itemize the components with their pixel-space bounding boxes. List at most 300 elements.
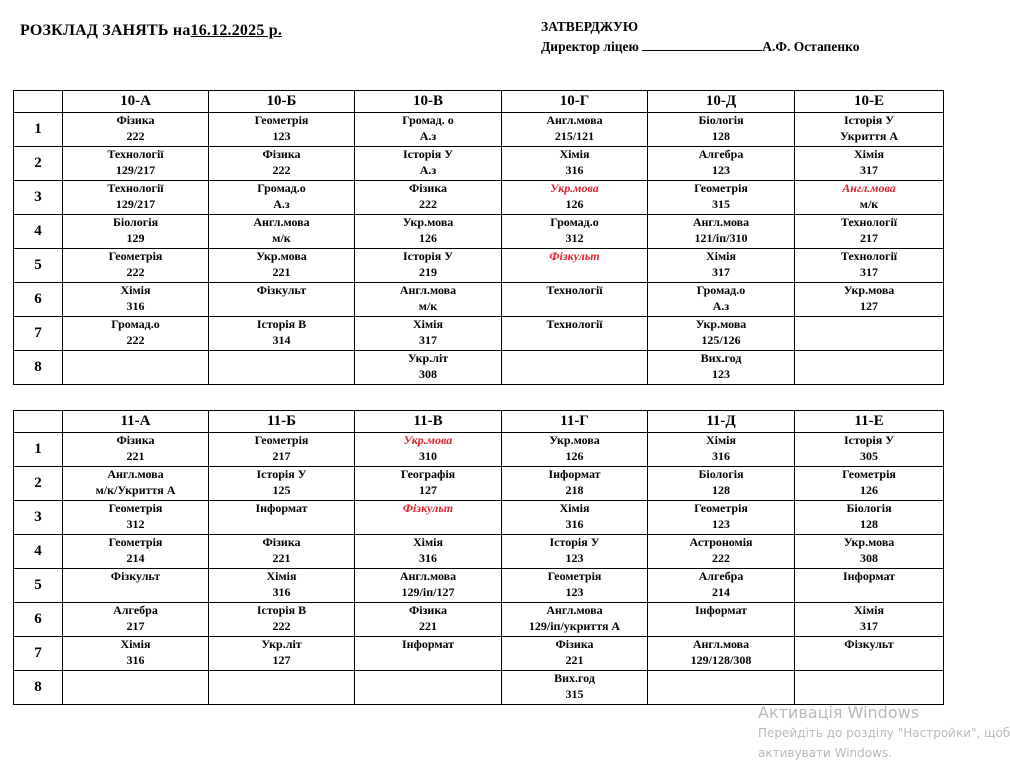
subject-name: Громад. о xyxy=(402,113,454,127)
room-number: 316 xyxy=(126,298,145,313)
room-number: 222 xyxy=(419,196,437,211)
lesson-cell xyxy=(795,147,944,181)
subject-name: Алгебра xyxy=(113,603,158,617)
subject-name: Фізкульт xyxy=(549,249,600,263)
lesson-cell xyxy=(355,535,502,569)
lesson-cell xyxy=(502,433,648,467)
subject-name: Фізкульт xyxy=(402,501,454,515)
lesson-cell xyxy=(63,317,209,351)
subject-name: Англ.мова xyxy=(253,215,310,229)
lesson-number: 8 xyxy=(14,671,63,705)
lesson-cell xyxy=(795,569,944,603)
subject-name: Англ.мова xyxy=(546,113,603,127)
lesson-cell xyxy=(355,283,502,317)
subject-name: Геометрія xyxy=(108,535,163,549)
room-number: 217 xyxy=(860,230,878,245)
lesson-cell xyxy=(648,249,795,283)
subject-name: Хімія xyxy=(854,603,884,617)
room-number: 316 xyxy=(126,652,145,667)
lesson-cell xyxy=(795,501,944,535)
room-number: 219 xyxy=(419,264,437,279)
room-number: 221 xyxy=(419,618,437,633)
schedule-table-10 xyxy=(13,90,944,385)
lesson-cell xyxy=(355,603,502,637)
lesson-cell xyxy=(795,535,944,569)
subject-name: Фізика xyxy=(116,113,155,127)
room-number: 316 xyxy=(419,550,437,565)
lesson-cell xyxy=(795,317,944,351)
lesson-cell xyxy=(795,181,944,215)
lesson-row xyxy=(14,351,944,385)
subject-name: Англ.мова xyxy=(842,181,896,195)
lesson-cell xyxy=(502,671,648,705)
class-header: 11-Г xyxy=(502,411,648,433)
lesson-cell xyxy=(502,603,648,637)
lesson-cell xyxy=(795,351,944,385)
room-number: 305 xyxy=(860,448,878,463)
subject-name: Фізика xyxy=(262,147,301,161)
room-number: 316 xyxy=(712,448,730,463)
lesson-cell xyxy=(355,249,502,283)
class-header: 11-Д xyxy=(648,411,795,433)
room-number: 127 xyxy=(272,652,291,667)
schedule-date: 16.12.2025 р. xyxy=(190,22,283,39)
lesson-number: 2 xyxy=(14,467,63,501)
subject-name: Фізика xyxy=(408,181,448,195)
room-number: 221 xyxy=(565,652,584,667)
subject-name: Англ.мова xyxy=(399,569,457,583)
class-header: 10-А xyxy=(63,91,209,113)
room-number: 218 xyxy=(565,482,584,497)
lesson-cell xyxy=(355,351,502,385)
lesson-cell xyxy=(502,535,648,569)
subject-name: Астрономія xyxy=(689,535,753,549)
room-number: 222 xyxy=(272,618,291,633)
lesson-cell xyxy=(209,317,355,351)
class-header: 10-Е xyxy=(795,91,944,113)
lesson-cell xyxy=(795,467,944,501)
lesson-number: 4 xyxy=(14,215,63,249)
room-number: 126 xyxy=(565,196,584,211)
room-number: 315 xyxy=(565,686,584,701)
subject-name: Вих.год xyxy=(554,671,595,685)
lesson-cell xyxy=(63,433,209,467)
subject-name: Історія У xyxy=(843,113,895,127)
room-number: 317 xyxy=(712,264,730,279)
subject-name: Інформат xyxy=(401,637,455,651)
class-header: 11-Б xyxy=(209,411,355,433)
lesson-cell xyxy=(355,671,502,705)
lesson-cell xyxy=(648,467,795,501)
lesson-cell xyxy=(648,317,795,351)
room-number: 123 xyxy=(712,516,730,531)
lesson-cell xyxy=(648,671,795,705)
room-number: 129/128/308 xyxy=(690,652,752,667)
lesson-cell xyxy=(502,467,648,501)
schedule-title xyxy=(20,22,282,40)
room-number: 126 xyxy=(419,230,437,245)
subject-name: Алгебра xyxy=(698,147,744,161)
room-number: 123 xyxy=(712,366,730,381)
subject-name: Фізкульт xyxy=(110,569,161,583)
room-number: 222 xyxy=(126,332,145,347)
subject-name: Англ.мова xyxy=(692,637,750,651)
lesson-cell xyxy=(209,467,355,501)
lesson-cell xyxy=(355,215,502,249)
subject-name: Історія У xyxy=(402,147,454,161)
room-number: 129/іп/127 xyxy=(401,584,455,599)
class-header: 10-В xyxy=(355,91,502,113)
subject-name: Укр.мова xyxy=(843,535,895,549)
lesson-row xyxy=(14,535,944,569)
lesson-cell xyxy=(648,215,795,249)
lesson-cell xyxy=(63,147,209,181)
room-number: А.з xyxy=(419,162,437,177)
lesson-cell xyxy=(209,671,355,705)
lesson-row xyxy=(14,249,944,283)
class-header: 11-А xyxy=(63,411,209,433)
lesson-cell xyxy=(795,603,944,637)
room-number: 215/121 xyxy=(554,128,595,143)
subject-name: Укр.літ xyxy=(261,637,302,651)
room-number: А.з xyxy=(273,196,290,211)
subject-name: Хімія xyxy=(854,147,884,161)
lesson-cell xyxy=(209,569,355,603)
lesson-cell xyxy=(502,317,648,351)
room-number: м/к xyxy=(272,230,291,245)
subject-name: Біологія xyxy=(112,215,159,229)
subject-name: Фізика xyxy=(555,637,594,651)
room-number: 129 xyxy=(126,230,145,245)
lesson-cell xyxy=(648,433,795,467)
lesson-cell xyxy=(795,671,944,705)
subject-name: Фізика xyxy=(262,535,301,549)
subject-name: Громад.о xyxy=(550,215,599,229)
room-number: м/к xyxy=(418,298,438,313)
room-number: 121/іп/310 xyxy=(694,230,748,245)
lesson-cell xyxy=(355,181,502,215)
lesson-cell xyxy=(63,215,209,249)
room-number: 128 xyxy=(860,516,878,531)
room-number: 317 xyxy=(860,264,878,279)
subject-name: Громад.о xyxy=(111,317,160,331)
room-number: 221 xyxy=(272,264,291,279)
lesson-cell xyxy=(502,283,648,317)
lesson-cell xyxy=(209,535,355,569)
lesson-cell xyxy=(63,569,209,603)
lesson-cell xyxy=(355,433,502,467)
lesson-cell xyxy=(63,467,209,501)
lesson-cell xyxy=(648,501,795,535)
lesson-number: 6 xyxy=(14,603,63,637)
room-number: 316 xyxy=(565,162,584,177)
lesson-row xyxy=(14,147,944,181)
subject-name: Вих.год xyxy=(700,351,742,365)
lesson-cell xyxy=(648,535,795,569)
subject-name: Укр.мова xyxy=(695,317,747,331)
lesson-cell xyxy=(795,249,944,283)
lesson-cell xyxy=(502,181,648,215)
subject-name: Англ.мова xyxy=(546,603,603,617)
subject-name: Технології xyxy=(107,147,164,161)
class-header: 11-Е xyxy=(795,411,944,433)
lesson-cell xyxy=(209,501,355,535)
lesson-cell xyxy=(63,181,209,215)
subject-name: Фізкульт xyxy=(256,283,307,297)
lesson-cell xyxy=(502,113,648,147)
room-number: 125/126 xyxy=(701,332,741,347)
room-number: 222 xyxy=(126,128,145,143)
room-number: 214 xyxy=(712,584,730,599)
subject-name: Біологія xyxy=(846,501,892,515)
lesson-row xyxy=(14,603,944,637)
room-number: 125 xyxy=(272,482,291,497)
lesson-cell xyxy=(502,569,648,603)
subject-name: Хімія xyxy=(706,433,736,447)
lesson-number: 1 xyxy=(14,433,63,467)
lesson-cell xyxy=(209,147,355,181)
subject-name: Англ.мова xyxy=(399,283,457,297)
subject-name: Технології xyxy=(840,215,898,229)
lesson-cell xyxy=(63,671,209,705)
subject-name: Географія xyxy=(400,467,456,481)
subject-name: Укр.мова xyxy=(256,249,307,263)
corner-cell xyxy=(14,411,63,433)
lesson-number: 5 xyxy=(14,569,63,603)
room-number: 316 xyxy=(565,516,584,531)
subject-name: Геометрія xyxy=(108,249,163,263)
lesson-number: 4 xyxy=(14,535,63,569)
lesson-cell xyxy=(63,501,209,535)
corner-cell xyxy=(14,91,63,113)
subject-name: Хімія xyxy=(413,535,443,549)
lesson-row xyxy=(14,671,944,705)
room-number: 217 xyxy=(272,448,291,463)
lesson-cell xyxy=(209,283,355,317)
lesson-cell xyxy=(648,147,795,181)
lesson-number: 1 xyxy=(14,113,63,147)
lesson-cell xyxy=(209,433,355,467)
subject-name: Геометрія xyxy=(694,501,748,515)
subject-name: Технології xyxy=(840,249,898,263)
lesson-cell xyxy=(209,603,355,637)
subject-name: Біологія xyxy=(698,467,744,481)
room-number: 317 xyxy=(419,332,437,347)
lesson-number: 7 xyxy=(14,317,63,351)
subject-name: Технології xyxy=(546,283,603,297)
lesson-cell xyxy=(795,113,944,147)
subject-name: Фізика xyxy=(408,603,448,617)
room-number: 128 xyxy=(712,482,730,497)
approval-block xyxy=(541,17,859,57)
lesson-cell xyxy=(63,351,209,385)
lesson-cell xyxy=(355,147,502,181)
lesson-row xyxy=(14,181,944,215)
lesson-cell xyxy=(795,215,944,249)
lesson-row xyxy=(14,215,944,249)
subject-name: Історія В xyxy=(256,603,307,617)
lesson-cell xyxy=(63,283,209,317)
subject-name: Укр.мова xyxy=(843,283,895,297)
subject-name: Укр.мова xyxy=(550,181,599,195)
lesson-cell xyxy=(795,433,944,467)
lesson-cell xyxy=(63,535,209,569)
lesson-cell xyxy=(648,569,795,603)
lesson-cell xyxy=(648,351,795,385)
schedule-table-11 xyxy=(13,410,944,705)
subject-name: Історія У xyxy=(256,467,307,481)
subject-name: Хімія xyxy=(413,317,443,331)
subject-name: Фізика xyxy=(116,433,155,447)
room-number: 314 xyxy=(272,332,291,347)
room-number: 317 xyxy=(860,162,878,177)
lesson-cell xyxy=(795,637,944,671)
subject-name: Інформат xyxy=(842,569,896,583)
lesson-cell xyxy=(502,249,648,283)
room-number: 315 xyxy=(712,196,730,211)
subject-name: Укр.мова xyxy=(403,433,453,447)
header-row xyxy=(14,91,944,113)
lesson-cell xyxy=(63,637,209,671)
room-number: 222 xyxy=(272,162,291,177)
room-number: 129/іп/укриття А xyxy=(528,618,621,633)
lesson-cell xyxy=(648,181,795,215)
room-number: 123 xyxy=(712,162,730,177)
subject-name: Хімія xyxy=(559,147,590,161)
room-number: 310 xyxy=(419,448,437,463)
lesson-row xyxy=(14,283,944,317)
subject-name: Технології xyxy=(546,317,603,331)
lesson-cell xyxy=(502,215,648,249)
lesson-row xyxy=(14,433,944,467)
lesson-number: 2 xyxy=(14,147,63,181)
lesson-cell xyxy=(209,637,355,671)
class-header: 10-Д xyxy=(648,91,795,113)
watermark-title: Активація Windows xyxy=(758,703,920,722)
lesson-cell xyxy=(648,637,795,671)
room-number: 126 xyxy=(860,482,878,497)
lesson-cell xyxy=(502,501,648,535)
room-number: 312 xyxy=(126,516,145,531)
lesson-row xyxy=(14,317,944,351)
director-name: А.Ф. Остапенко xyxy=(762,39,860,54)
subject-name: Хімія xyxy=(120,283,151,297)
lesson-row xyxy=(14,501,944,535)
lesson-cell xyxy=(63,603,209,637)
subject-name: Алгебра xyxy=(698,569,744,583)
lesson-cell xyxy=(355,317,502,351)
lesson-cell xyxy=(209,113,355,147)
lesson-cell xyxy=(63,249,209,283)
subject-name: Фізкульт xyxy=(844,637,894,651)
subject-name: Історія У xyxy=(402,249,454,263)
subject-name: Укр.літ xyxy=(407,351,449,365)
subject-name: Громад.о xyxy=(696,283,746,297)
subject-name: Історія У xyxy=(843,433,895,447)
room-number: 222 xyxy=(126,264,145,279)
title-text: РОЗКЛАД ЗАНЯТЬ на xyxy=(20,22,191,39)
lesson-cell xyxy=(502,637,648,671)
room-number: 214 xyxy=(126,550,145,565)
room-number: 316 xyxy=(272,584,291,599)
subject-name: Геометрія xyxy=(254,433,309,447)
room-number: 308 xyxy=(419,366,437,381)
lesson-number: 5 xyxy=(14,249,63,283)
lesson-cell xyxy=(502,147,648,181)
lesson-row xyxy=(14,569,944,603)
lesson-cell xyxy=(355,113,502,147)
subject-name: Геометрія xyxy=(254,113,309,127)
lesson-cell xyxy=(648,283,795,317)
lesson-cell xyxy=(502,351,648,385)
subject-name: Технології xyxy=(107,181,164,195)
room-number: А.з xyxy=(419,128,437,143)
lesson-number: 7 xyxy=(14,637,63,671)
subject-name: Укр.мова xyxy=(549,433,600,447)
subject-name: Хімія xyxy=(266,569,297,583)
room-number: 128 xyxy=(712,128,730,143)
room-number: 129/217 xyxy=(115,162,156,177)
room-number: 127 xyxy=(860,298,878,313)
approve-label: ЗАТВЕРДЖУЮ xyxy=(541,19,639,34)
room-number: Укриття А xyxy=(839,128,899,143)
lesson-cell xyxy=(209,215,355,249)
class-header: 10-Г xyxy=(502,91,648,113)
lesson-cell xyxy=(355,467,502,501)
subject-name: Громад.о xyxy=(257,181,306,195)
room-number: 221 xyxy=(126,448,145,463)
lesson-cell xyxy=(209,351,355,385)
lesson-cell xyxy=(355,637,502,671)
lesson-cell xyxy=(648,603,795,637)
subject-name: Геометрія xyxy=(547,569,602,583)
subject-name: Укр.мова xyxy=(402,215,454,229)
director-label: Директор ліцею xyxy=(541,39,639,54)
subject-name: Історія В xyxy=(256,317,307,331)
windows-activation-watermark xyxy=(758,703,1010,763)
lesson-cell xyxy=(355,501,502,535)
subject-name: Хімія xyxy=(559,501,590,515)
lesson-row xyxy=(14,113,944,147)
class-header: 11-В xyxy=(355,411,502,433)
subject-name: Геометрія xyxy=(108,501,163,515)
lesson-cell xyxy=(209,181,355,215)
room-number: 129/217 xyxy=(115,196,156,211)
room-number: м/к xyxy=(859,196,879,211)
room-number: 123 xyxy=(565,550,584,565)
lesson-number: 3 xyxy=(14,181,63,215)
room-number: А.з xyxy=(712,298,730,313)
room-number: 123 xyxy=(272,128,291,143)
director-line xyxy=(541,37,859,57)
subject-name: Хімія xyxy=(120,637,151,651)
lesson-number: 3 xyxy=(14,501,63,535)
subject-name: Геометрія xyxy=(842,467,896,481)
subject-name: Біологія xyxy=(698,113,744,127)
room-number: 317 xyxy=(860,618,878,633)
room-number: м/к/Укриття А xyxy=(95,482,176,497)
subject-name: Хімія xyxy=(706,249,736,263)
lesson-cell xyxy=(63,113,209,147)
room-number: 126 xyxy=(565,448,584,463)
lesson-cell xyxy=(795,283,944,317)
subject-name: Англ.мова xyxy=(107,467,164,481)
subject-name: Інформат xyxy=(548,467,601,481)
lesson-number: 8 xyxy=(14,351,63,385)
room-number: 308 xyxy=(860,550,878,565)
subject-name: Інформат xyxy=(694,603,748,617)
subject-name: Інформат xyxy=(255,501,308,515)
